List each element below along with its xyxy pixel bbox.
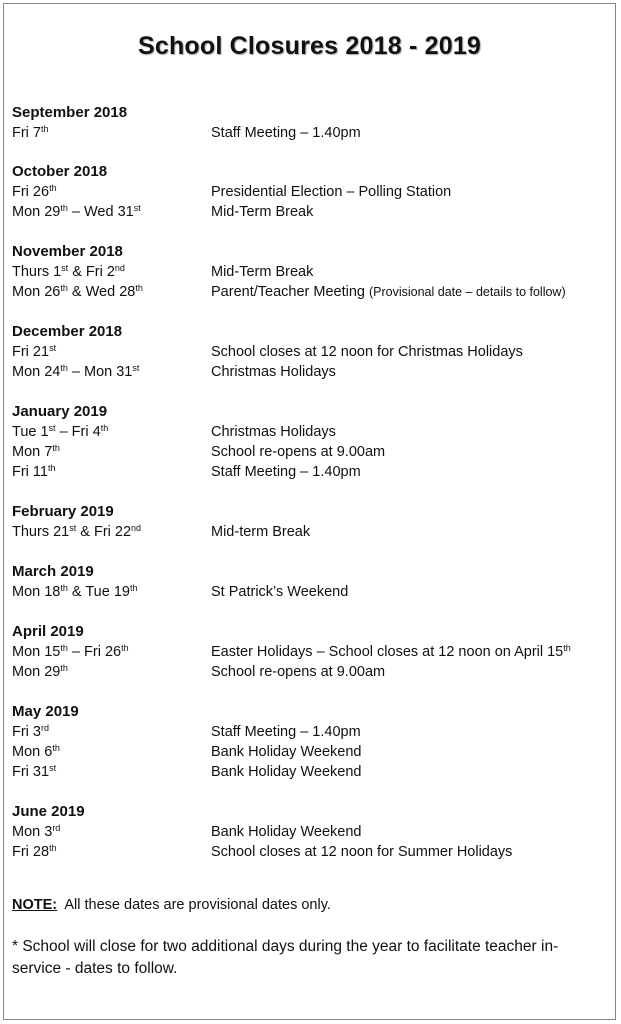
closure-event [211, 762, 361, 782]
event-text: St Patrick’s Weekend [211, 584, 349, 600]
date-text: Thurs 21 [12, 524, 70, 540]
date-text: Mon 29 [12, 664, 61, 680]
closure-row [12, 442, 610, 462]
date-text: Mon 29 [12, 204, 61, 220]
event-text: Mid-Term Break [211, 204, 314, 220]
closure-event [211, 642, 571, 662]
date-text: Fri 21 [12, 344, 50, 360]
date-text: – Wed 31 [67, 204, 134, 220]
closure-row [12, 822, 610, 842]
event-text: School re-opens at 9.00am [211, 664, 386, 680]
date-text: – Mon 31 [67, 364, 133, 380]
event-note: (Provisional date – details to follow) [368, 285, 566, 299]
date-ordinal: th [60, 283, 68, 293]
month-heading: May 2019 [12, 703, 79, 720]
note-label: NOTE: [12, 897, 58, 913]
closure-date [12, 842, 211, 862]
date-text: Mon 24 [12, 364, 61, 380]
date-ordinal: nd [131, 523, 142, 533]
date-text: Thurs 1 [12, 264, 62, 280]
closure-row [12, 582, 610, 602]
closure-date [12, 522, 211, 542]
closure-date [12, 662, 211, 682]
date-ordinal: st [69, 523, 77, 533]
date-text: Fri 31 [12, 764, 50, 780]
closure-row [12, 202, 610, 222]
closure-date [12, 282, 211, 302]
date-ordinal: st [49, 763, 57, 773]
month-heading: September 2018 [12, 104, 128, 121]
closure-row [12, 642, 610, 662]
event-text: Staff Meeting – 1.40pm [211, 464, 361, 480]
month-section [12, 242, 610, 302]
closure-date [12, 642, 211, 662]
date-text: & Tue 19 [67, 584, 130, 600]
event-text: Bank Holiday Weekend [211, 764, 362, 780]
closure-date [12, 722, 211, 742]
closure-event [211, 442, 385, 462]
date-text: Tue 1 [12, 424, 49, 440]
closure-row [12, 123, 610, 143]
closure-event [211, 282, 566, 302]
closure-event [211, 582, 348, 602]
date-text: Fri 26 [12, 184, 50, 200]
event-text: Parent/Teacher Meeting [211, 284, 365, 300]
closure-row [12, 842, 610, 862]
date-ordinal: th [60, 583, 68, 593]
closure-event [211, 262, 313, 282]
date-text: Mon 18 [12, 584, 61, 600]
date-ordinal: th [129, 583, 138, 593]
closure-event [211, 662, 385, 682]
date-text: Mon 3 [12, 824, 53, 840]
date-ordinal: th [52, 443, 60, 453]
month-heading: December 2018 [12, 323, 123, 340]
closures-notice [3, 3, 616, 1020]
closure-row [12, 462, 610, 482]
date-ordinal: th [49, 183, 57, 193]
closure-event [211, 202, 313, 222]
closure-date [12, 462, 211, 482]
closure-date [12, 582, 211, 602]
closure-row [12, 662, 610, 682]
date-text: Fri 11 [12, 464, 48, 480]
month-heading: October 2018 [12, 163, 108, 180]
closure-date [12, 742, 211, 762]
closure-event [211, 842, 512, 862]
event-text: Staff Meeting – 1.40pm [211, 724, 361, 740]
closure-date [12, 822, 211, 842]
event-text: School closes at 12 noon for Summer Holidays [211, 844, 513, 860]
date-ordinal: th [60, 643, 68, 653]
date-ordinal: th [41, 124, 49, 134]
event-text: School re-opens at 9.00am [211, 444, 386, 460]
closure-event [211, 422, 336, 442]
event-ordinal: th [563, 643, 571, 653]
date-text: Mon 15 [12, 644, 61, 660]
date-ordinal: st [48, 423, 56, 433]
closure-date [12, 342, 211, 362]
event-text: Easter Holidays – School closes at 12 noon on April 15 [211, 644, 564, 660]
month-heading: March 2019 [12, 563, 94, 580]
closure-row [12, 522, 610, 542]
closure-row [12, 282, 610, 302]
date-ordinal: nd [114, 263, 125, 273]
closure-row [12, 722, 610, 742]
event-text: Christmas Holidays [211, 364, 336, 380]
date-ordinal: rd [41, 723, 50, 733]
date-text: & Fri 22 [76, 524, 132, 540]
month-section [12, 162, 610, 222]
month-section [12, 502, 610, 542]
closures-list [12, 103, 610, 862]
month-heading: November 2018 [12, 243, 123, 260]
month-heading: February 2019 [12, 503, 114, 520]
closure-date [12, 422, 211, 442]
event-text: Presidential Election – Polling Station [211, 184, 452, 200]
date-ordinal: th [49, 843, 57, 853]
date-ordinal: st [133, 203, 141, 213]
date-text: Fri 7 [12, 125, 41, 141]
month-heading: January 2019 [12, 403, 108, 420]
date-text: & Wed 28 [67, 284, 136, 300]
event-text: Bank Holiday Weekend [211, 824, 362, 840]
closure-date [12, 202, 211, 222]
date-text: & Fri 2 [68, 264, 115, 280]
page-title: School Closures 2018 - 2019 [137, 32, 482, 60]
date-ordinal: rd [52, 823, 61, 833]
closure-date [12, 442, 211, 462]
closure-event [211, 182, 451, 202]
date-text: Mon 7 [12, 444, 53, 460]
closure-row [12, 262, 610, 282]
event-text: Christmas Holidays [211, 424, 336, 440]
closure-date [12, 362, 211, 382]
month-heading: April 2019 [12, 623, 84, 640]
event-text: Mid-term Break [211, 524, 311, 540]
date-text: – Fri 26 [67, 644, 122, 660]
date-ordinal: th [121, 643, 129, 653]
date-ordinal: th [48, 463, 56, 473]
date-text: Mon 6 [12, 744, 53, 760]
closure-event [211, 462, 361, 482]
closure-event [211, 362, 336, 382]
closure-event [211, 342, 523, 362]
closure-event [211, 522, 310, 542]
date-ordinal: th [135, 283, 143, 293]
date-text: Fri 3 [12, 724, 41, 740]
event-text: Staff Meeting – 1.40pm [211, 125, 361, 141]
closure-date [12, 262, 211, 282]
closure-row [12, 762, 610, 782]
closure-date [12, 123, 211, 143]
note [12, 897, 331, 913]
date-ordinal: th [60, 663, 68, 673]
event-text: Mid-Term Break [211, 264, 314, 280]
date-text: Fri 28 [12, 844, 50, 860]
closure-row [12, 342, 610, 362]
month-section [12, 103, 610, 143]
closure-row [12, 422, 610, 442]
date-ordinal: th [60, 363, 68, 373]
closure-event [211, 123, 361, 143]
event-text: School closes at 12 noon for Christmas Holidays [211, 344, 523, 360]
closure-event [211, 722, 361, 742]
date-ordinal: st [61, 263, 69, 273]
date-text: Mon 26 [12, 284, 61, 300]
closure-row [12, 182, 610, 202]
month-section [12, 402, 610, 482]
month-section [12, 322, 610, 382]
event-text: Bank Holiday Weekend [211, 744, 362, 760]
month-heading: June 2019 [12, 803, 85, 820]
month-section [12, 622, 610, 682]
closure-row [12, 362, 610, 382]
closure-date [12, 762, 211, 782]
closure-date [12, 182, 211, 202]
date-ordinal: th [60, 203, 68, 213]
closure-row [12, 742, 610, 762]
date-ordinal: th [100, 423, 109, 433]
date-ordinal: th [52, 743, 60, 753]
date-ordinal: st [49, 343, 57, 353]
closure-event [211, 742, 361, 762]
month-section [12, 562, 610, 602]
month-section [12, 802, 610, 862]
month-section [12, 702, 610, 782]
closure-event [211, 822, 361, 842]
date-text: – Fri 4 [55, 424, 101, 440]
footnote: * School will close for two additional days during the year to facilitate teacher in-service - dates to follow. [12, 938, 559, 977]
note-text: All these dates are provisional dates only. [64, 897, 331, 913]
date-ordinal: st [132, 363, 140, 373]
